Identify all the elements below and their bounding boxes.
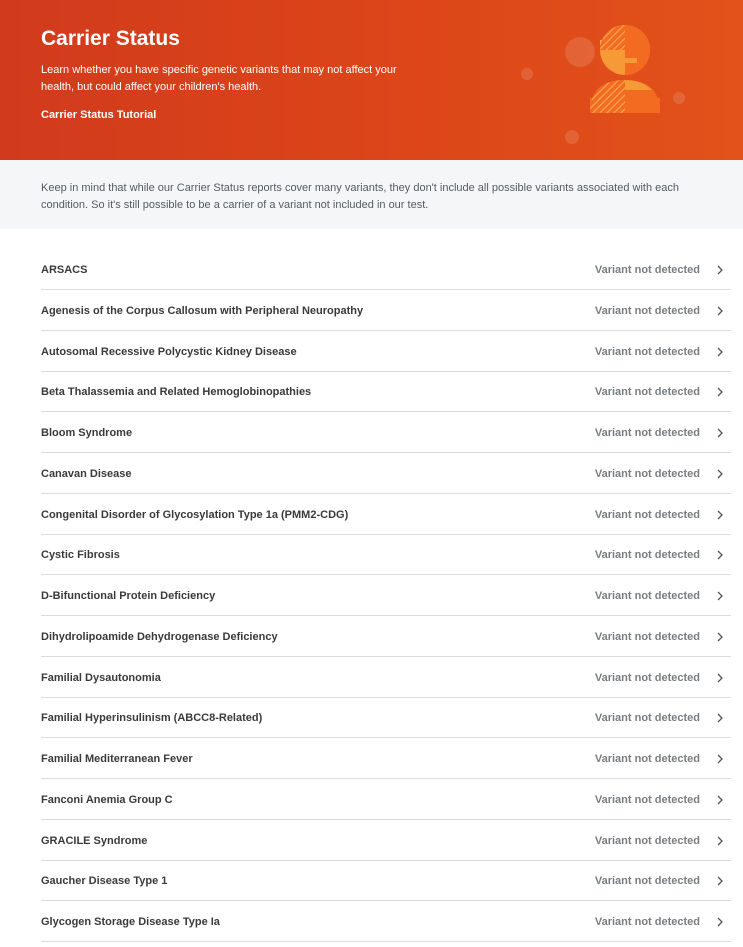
chevron-right-icon	[714, 794, 726, 806]
condition-row[interactable]	[41, 671, 731, 698]
condition-row[interactable]	[41, 711, 731, 738]
condition-status: Variant not detected	[594, 549, 700, 562]
condition-name: Canavan Disease	[41, 467, 132, 480]
chevron-right-icon	[714, 264, 726, 276]
row-divider	[41, 493, 731, 494]
row-divider	[41, 371, 731, 372]
chevron-right-icon	[714, 509, 726, 521]
row-divider	[41, 941, 731, 942]
condition-row[interactable]	[41, 589, 731, 616]
condition-row[interactable]	[41, 263, 731, 290]
row-divider	[41, 534, 731, 535]
row-divider	[41, 900, 731, 901]
chevron-right-icon	[714, 386, 726, 398]
condition-name: Bloom Syndrome	[41, 427, 133, 439]
condition-name: Familial Dysautonomia	[41, 671, 161, 684]
condition-row[interactable]	[41, 834, 731, 861]
condition-row[interactable]	[41, 874, 731, 901]
condition-row[interactable]	[41, 793, 731, 820]
chevron-right-icon	[714, 916, 726, 928]
tutorial-link[interactable]: Carrier Status Tutorial	[41, 109, 157, 121]
condition-row[interactable]	[41, 345, 731, 372]
row-divider	[41, 574, 731, 575]
condition-status: Variant not detected	[594, 304, 700, 317]
condition-name: Glycogen Storage Disease Type Ia	[41, 916, 220, 928]
condition-name: Familial Mediterranean Fever	[41, 753, 193, 765]
chevron-right-icon	[714, 590, 726, 602]
chevron-right-icon	[714, 712, 726, 724]
condition-row[interactable]	[41, 467, 731, 494]
condition-status: Variant not detected	[594, 712, 700, 725]
chevron-right-icon	[714, 875, 726, 887]
row-divider	[41, 697, 731, 698]
condition-row[interactable]	[41, 630, 731, 657]
condition-name: Autosomal Recessive Polycystic Kidney Disease	[41, 345, 297, 358]
condition-name: ARSACS	[41, 264, 88, 276]
condition-row[interactable]	[41, 508, 731, 535]
chevron-right-icon	[714, 305, 726, 317]
condition-status: Variant not detected	[594, 753, 700, 765]
row-divider	[41, 615, 731, 616]
condition-name: GRACILE Syndrome	[41, 834, 148, 847]
condition-row[interactable]	[41, 752, 731, 779]
condition-row[interactable]	[41, 304, 731, 331]
condition-status: Variant not detected	[594, 386, 700, 399]
carrier-status-illustration	[510, 18, 710, 153]
condition-name: Gaucher Disease Type 1	[41, 875, 168, 888]
chevron-right-icon	[714, 346, 726, 358]
carrier-status-notice	[0, 160, 743, 229]
condition-row[interactable]	[41, 915, 731, 942]
condition-status: Variant not detected	[594, 590, 700, 602]
condition-status: Variant not detected	[594, 834, 700, 847]
header-text	[41, 26, 401, 123]
condition-name: D-Bifunctional Protein Deficiency	[41, 590, 216, 602]
page-subtitle: Learn whether you have specific genetic variants that may not affect your health, but could affect your children's health.	[41, 64, 397, 93]
condition-name: Cystic Fibrosis	[41, 549, 120, 562]
condition-name: Fanconi Anemia Group C	[41, 793, 173, 806]
condition-status: Variant not detected	[594, 467, 700, 480]
chevron-right-icon	[714, 549, 726, 561]
condition-status: Variant not detected	[594, 508, 700, 521]
chevron-right-icon	[714, 468, 726, 480]
condition-name: Congenital Disorder of Glycosylation Type 1a (PMM2-CDG)	[41, 508, 349, 521]
chevron-right-icon	[714, 753, 726, 765]
condition-status: Variant not detected	[594, 793, 700, 806]
row-divider	[41, 860, 731, 861]
condition-name: Familial Hyperinsulinism (ABCC8-Related)	[41, 712, 263, 725]
row-divider	[41, 330, 731, 331]
chevron-right-icon	[714, 631, 726, 643]
condition-status: Variant not detected	[594, 427, 700, 439]
conditions-list	[0, 229, 743, 947]
condition-status: Variant not detected	[594, 630, 700, 643]
row-divider	[41, 737, 731, 738]
condition-status: Variant not detected	[594, 345, 700, 358]
row-divider	[41, 656, 731, 657]
condition-row[interactable]	[41, 426, 731, 453]
chevron-right-icon	[714, 672, 726, 684]
row-divider	[41, 289, 731, 290]
condition-row[interactable]	[41, 548, 731, 575]
chevron-right-icon	[714, 427, 726, 439]
condition-row[interactable]	[41, 385, 731, 412]
condition-name: Beta Thalassemia and Related Hemoglobinopathies	[41, 386, 312, 399]
row-divider	[41, 411, 731, 412]
page-title: Carrier Status	[41, 27, 180, 50]
row-divider	[41, 778, 731, 779]
row-divider	[41, 819, 731, 820]
carrier-status-header	[0, 0, 743, 160]
condition-name: Agenesis of the Corpus Callosum with Peripheral Neuropathy	[41, 304, 364, 317]
condition-status: Variant not detected	[594, 916, 700, 928]
condition-status: Variant not detected	[594, 264, 700, 276]
row-divider	[41, 452, 731, 453]
condition-status: Variant not detected	[594, 875, 700, 888]
chevron-right-icon	[714, 835, 726, 847]
condition-status: Variant not detected	[594, 671, 700, 684]
notice-text: Keep in mind that while our Carrier Status reports cover many variants, they don't include all possible variants associated with each condition. So it's still possible to be a carrier of a variant not included in our test.	[41, 182, 679, 211]
condition-name: Dihydrolipoamide Dehydrogenase Deficiency	[41, 630, 278, 643]
